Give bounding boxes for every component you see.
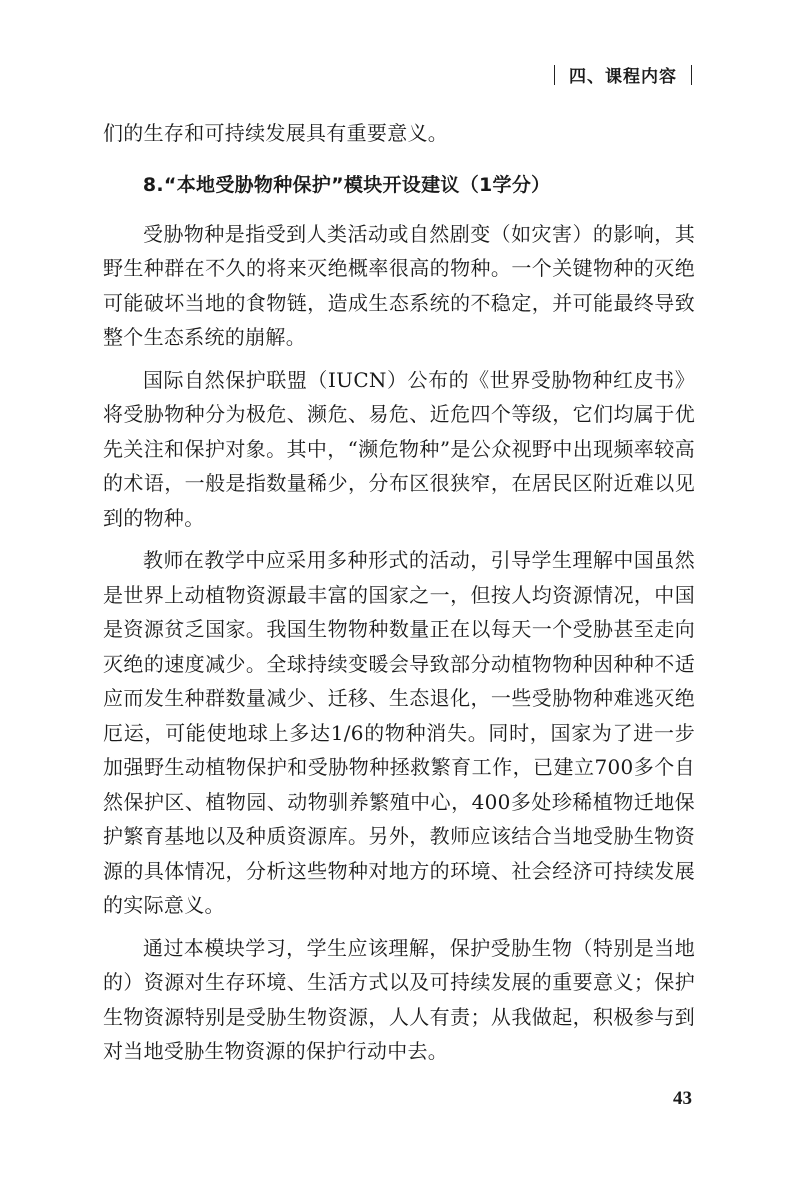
paragraph-4: 通过本模块学习，学生应该理解，保护受胁生物（特别是当地的）资源对生存环境、生活方式以及可持续发展的重要意义；保护生物资源特别是受胁生物资源，人人有责；从我做起，积极参与到对当地受胁生物资源的保护行动中去。 xyxy=(103,935,695,1063)
page-number: 43 xyxy=(673,1088,692,1109)
paragraph-2: 国际自然保护联盟（IUCN）公布的《世界受胁物种红皮书》将受胁物种分为极危、濒危、易危、近危四个等级，它们均属于优先关注和保护对象。其中，“濒危物种”是公众视野中出现频率较高的术语，一般是指数量稀少，分布区很狭窄，在居民区附近难以见到的物种。 xyxy=(103,367,695,530)
running-header xyxy=(554,62,692,87)
continued-paragraph: 们的生存和可持续发展具有重要意义。 xyxy=(103,121,449,145)
paragraph-3: 教师在教学中应采用多种形式的活动，引导学生理解中国虽然是世界上动植物资源最丰富的国家之一，但按人均资源情况，中国是资源贫乏国家。我国生物物种数量正在以每天一个受胁甚至走向灭绝的速度减少。全球持续变暖会导致部分动植物物种因种种不适应而发生种群数量减少、迁移、生态退化，一些受胁物种难逃灭绝厄运，可能使地球上多达1/6的物种消失。同时，国家为了进一步加强野生动植物保护和受胁物种拯救繁育工作，已建立700多个自然保护区、植物园、动物驯养繁殖中心，400多处珍稀植物迁地保护繁育基地以及种质资源库。另外，教师应该结合当地受胁生物资源的具体情况，分析这些物种对地方的环境、社会经济可持续发展的实际意义。 xyxy=(103,548,695,917)
body-text xyxy=(103,116,695,1069)
header-section-title: 四、课程内容 xyxy=(569,67,677,87)
section-heading: 8.“本地受胁物种保护”模块开设建议（1学分） xyxy=(142,173,551,196)
header-divider-left xyxy=(554,65,555,85)
paragraph-1: 受胁物种是指受到人类活动或自然剧变（如灾害）的影响，其野生种群在不久的将来灭绝概率很高的物种。一个关键物种的灭绝可能破坏当地的食物链，造成生态系统的不稳定，并可能最终导致整个生态系统的崩解。 xyxy=(103,221,695,349)
header-divider-right xyxy=(691,65,692,85)
